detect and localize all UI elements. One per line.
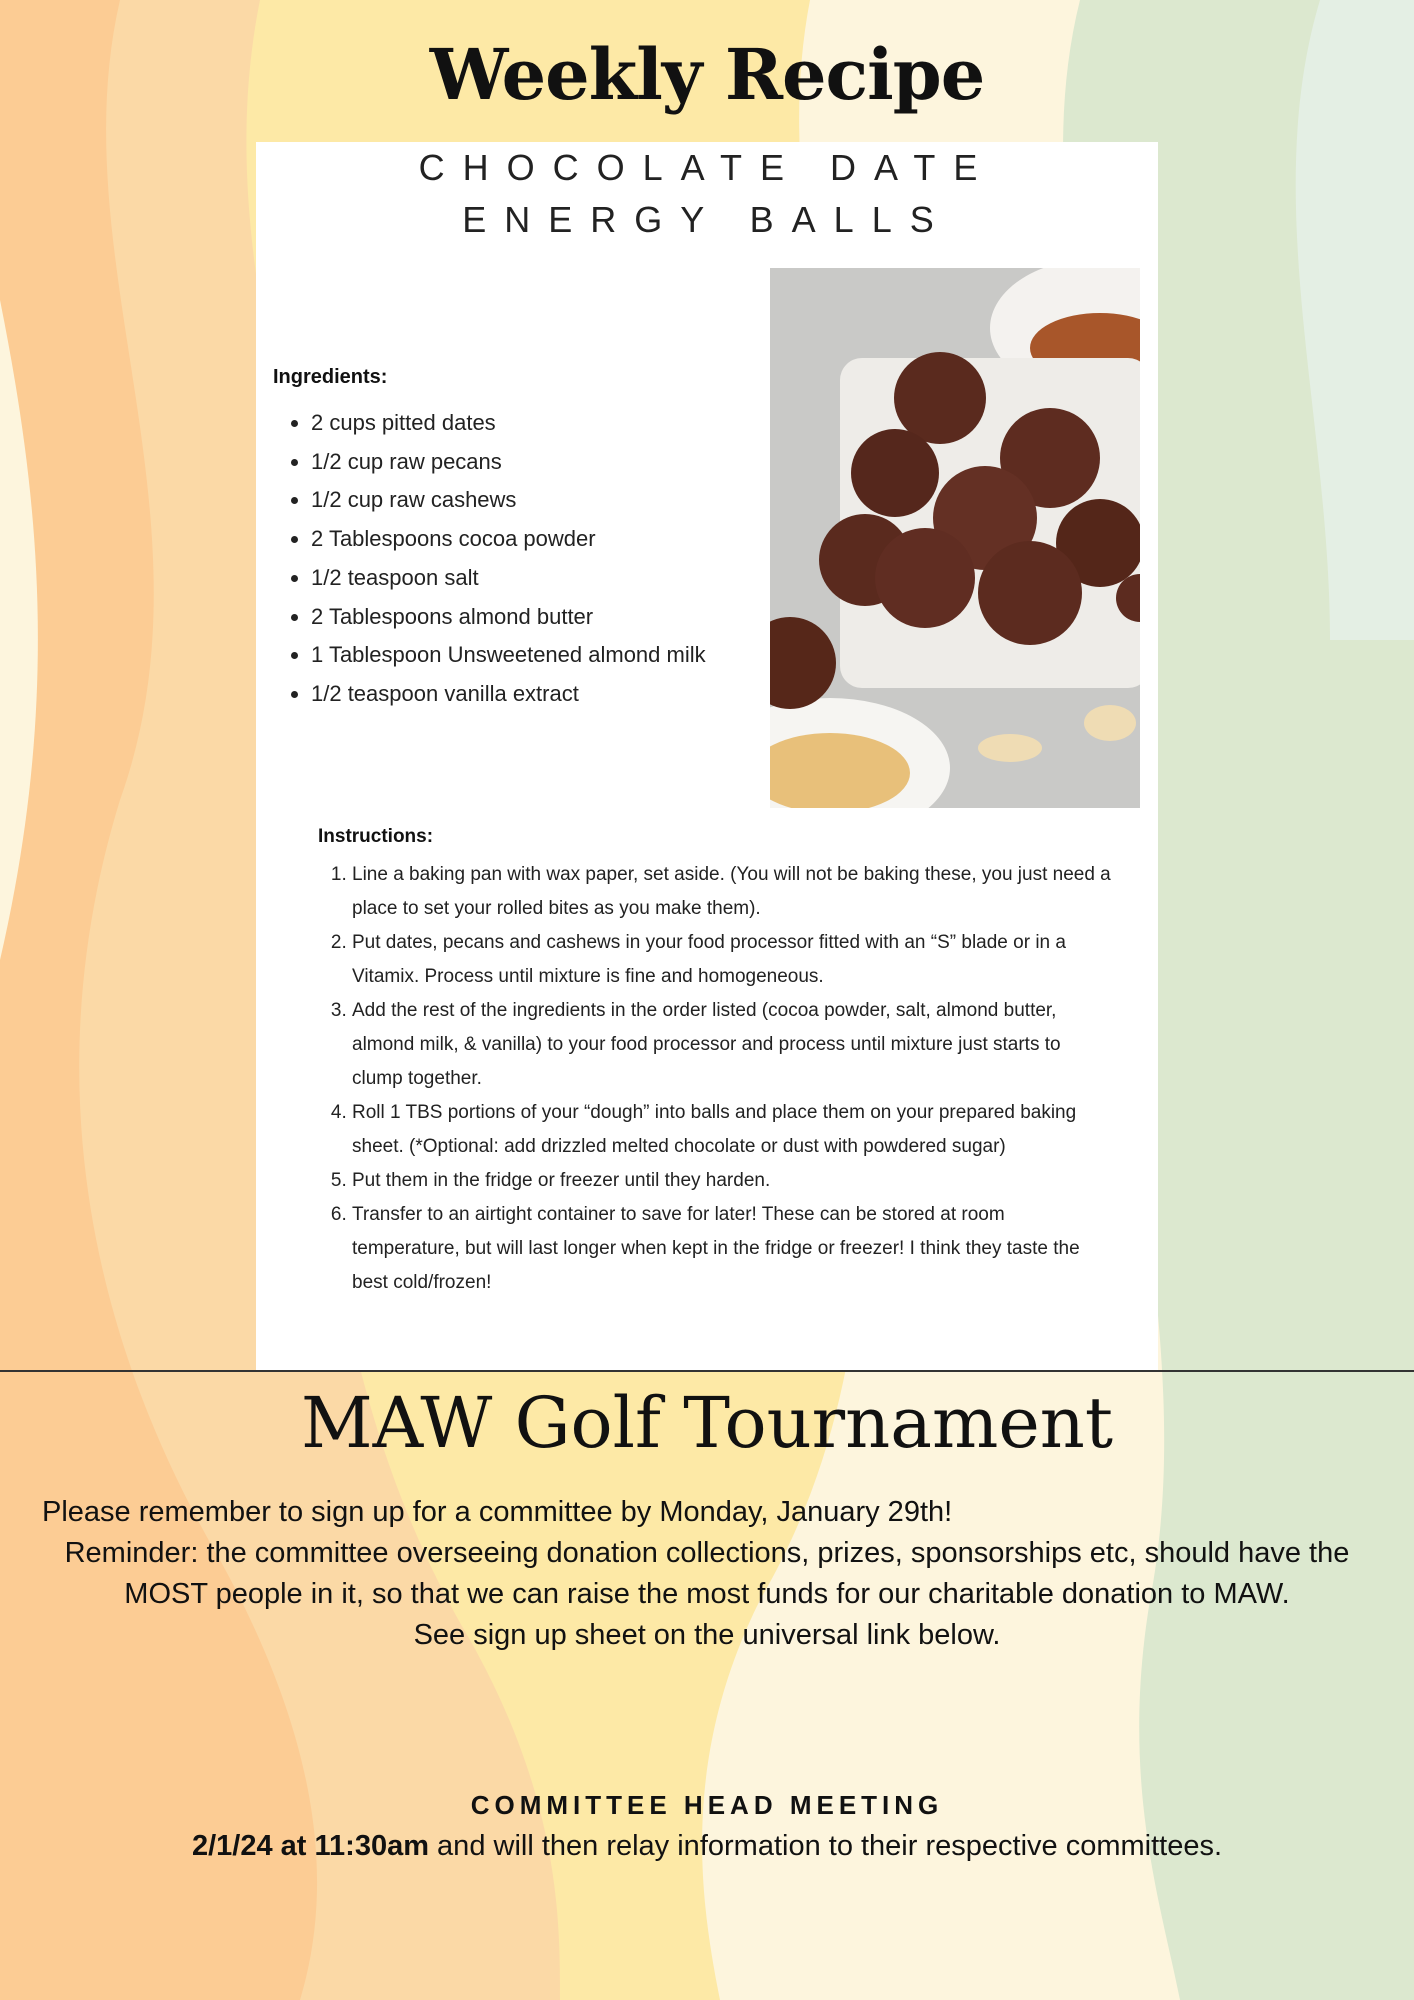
recipe-title (256, 142, 1158, 246)
page-title: Weekly Recipe (429, 33, 985, 116)
meeting-heading: COMMITTEE HEAD MEETING (470, 1790, 944, 1820)
committee-reminder: Reminder: the committee overseeing donation collections, prizes, sponsorships etc, should have the MOST people in it, so that we can raise the most funds for our charitable donation to MAW. (64, 1537, 1350, 1610)
instructions-list (318, 858, 1112, 1300)
ingredient-item: • 1/2 cup raw pecans (311, 443, 706, 482)
ingredient-item: • 1/2 teaspoon vanilla extract (311, 675, 706, 714)
ingredient-item: • 1/2 cup raw cashews (311, 481, 706, 520)
ingredient-item: • 2 Tablespoons cocoa powder (311, 520, 706, 559)
signup-reminder: Please remember to sign up for a committee by Monday, January 29th! (42, 1496, 953, 1528)
recipe-title-line-2: ENERGY BALLS (462, 199, 952, 240)
meeting-details (0, 1830, 1414, 1863)
ingredients-list (273, 404, 706, 714)
meeting-date: 2/1/24 at 11:30am (191, 1830, 429, 1862)
golf-tournament-title: MAW Golf Tournament (301, 1382, 1113, 1464)
golf-announcement (0, 1492, 1414, 1656)
instruction-step: 6. Transfer to an airtight container to save for later! These can be stored at room temperature, but will last longer when kept in the fridge or freezer! I think they taste the best cold/frozen! (352, 1198, 1112, 1300)
instruction-step: 3. Add the rest of the ingredients in the order listed (cocoa powder, salt, almond butter, almond milk, & vanilla) to your food processor and process until mixture just starts to clump together. (352, 994, 1112, 1096)
instruction-step: 2. Put dates, pecans and cashews in your food processor fitted with an “S” blade or in a Vitamix. Process until mixture is fine and homogeneous. (352, 926, 1112, 994)
ingredients-heading: Ingredients: (273, 366, 388, 388)
signup-sheet-note: See sign up sheet on the universal link below. (413, 1619, 1001, 1651)
instruction-step: 5. Put them in the fridge or freezer until they harden. (352, 1164, 1112, 1198)
section-divider (0, 1370, 1414, 1372)
meeting-text: and will then relay information to their respective committees. (429, 1830, 1223, 1862)
instructions-heading: Instructions: (318, 826, 434, 847)
ingredient-item: • 2 Tablespoons almond butter (311, 598, 706, 637)
ingredient-item: • 1 Tablespoon Unsweetened almond milk (311, 636, 706, 675)
recipe-title-line-1: CHOCOLATE DATE (418, 147, 996, 188)
energy-balls-photo (770, 268, 1140, 808)
ingredient-item: • 1/2 teaspoon salt (311, 559, 706, 598)
instruction-step: 4. Roll 1 TBS portions of your “dough” into balls and place them on your prepared baking sheet. (*Optional: add drizzled melted chocolate or dust with powdered sugar) (352, 1096, 1112, 1164)
ingredient-item: • 2 cups pitted dates (311, 404, 706, 443)
instruction-step: 1. Line a baking pan with wax paper, set aside. (You will not be baking these, you just need a place to set your rolled bites as you make them). (352, 858, 1112, 926)
recipe-card (256, 142, 1158, 1370)
